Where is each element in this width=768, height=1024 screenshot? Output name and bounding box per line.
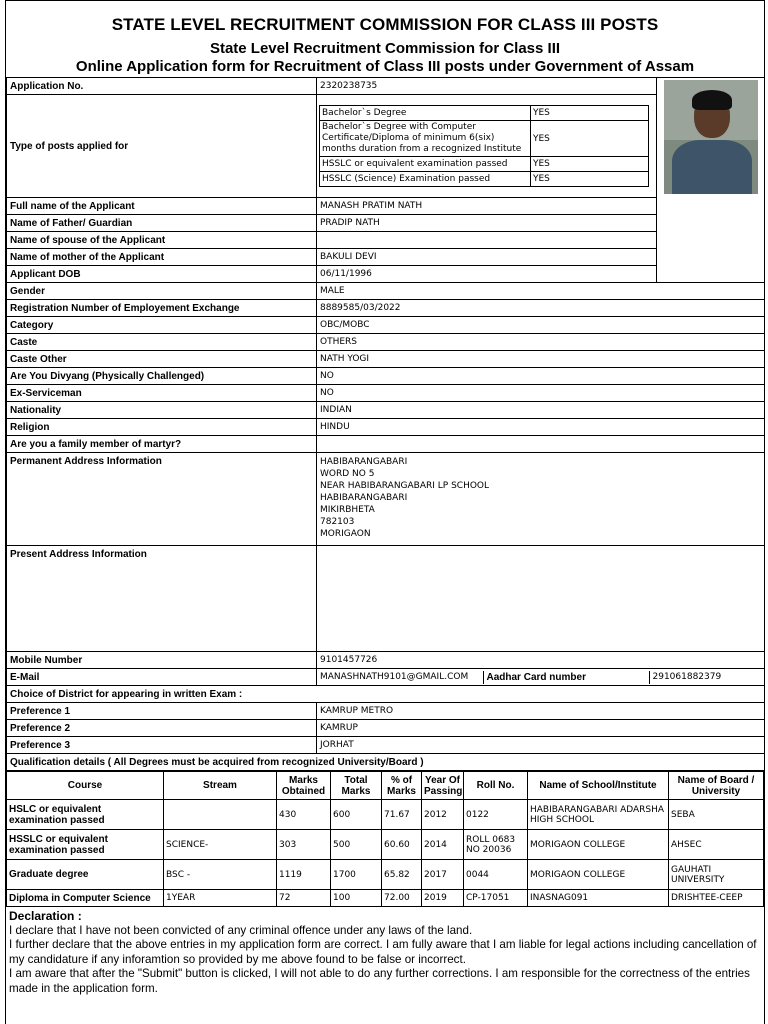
table-cell: BSC -	[164, 860, 277, 890]
post-name: HSSLC (Science) Examination passed	[320, 172, 531, 187]
table-cell: Graduate degree	[7, 860, 164, 890]
field-label: Caste	[7, 334, 317, 351]
field-label: Applicant DOB	[7, 266, 317, 283]
field-value: BAKULI DEVI	[317, 249, 657, 266]
application-no-value: 2320238735	[317, 78, 657, 95]
table-row	[7, 800, 764, 830]
field-label: Caste Other	[7, 351, 317, 368]
form-subtitle-2: Online Application form for Recruitment of Class III posts under Government of Assam	[75, 58, 695, 75]
table-row	[7, 830, 764, 860]
application-form	[5, 0, 765, 1024]
preference-label: Preference 1	[7, 703, 317, 720]
table-cell: 0044	[464, 860, 528, 890]
table-cell: 60.60	[382, 830, 422, 860]
field-label: Registration Number of Employement Exchange	[7, 300, 317, 317]
table-cell: 65.82	[382, 860, 422, 890]
field-label: Religion	[7, 419, 317, 436]
table-row	[7, 860, 764, 890]
table-cell: HSLC or equivalent examination passed	[7, 800, 164, 830]
field-value	[317, 436, 765, 453]
col-header: Roll No.	[464, 772, 528, 800]
table-cell: 600	[331, 800, 382, 830]
col-header: Name of School/Institute	[528, 772, 669, 800]
table-cell: Diploma in Computer Science	[7, 890, 164, 907]
permanent-address-label: Permanent Address Information	[7, 453, 317, 546]
field-value: OTHERS	[317, 334, 765, 351]
email-label: E-Mail	[7, 669, 317, 686]
district-heading: Choice of District for appearing in written Exam :	[7, 686, 765, 703]
form-subtitle: State Level Recruitment Commission for Class III	[209, 40, 561, 57]
declaration-line: I further declare that the above entries in my application form are correct. I am fully aware that I am liable for legal actions including cancellation of my candidature if any inforamtion so provided by me above found to be false or incorrect.	[9, 938, 757, 966]
post-value: YES	[531, 106, 649, 121]
field-label: Full name of the Applicant	[7, 198, 317, 215]
field-value	[317, 232, 657, 249]
applicant-details-table	[6, 77, 765, 771]
field-value: 8889585/03/2022	[317, 300, 765, 317]
field-label: Name of mother of the Applicant	[7, 249, 317, 266]
field-value: NO	[317, 368, 765, 385]
preference-value: KAMRUP METRO	[317, 703, 765, 720]
col-header: Year Of Passing	[422, 772, 464, 800]
table-cell: GAUHATI UNIVERSITY	[669, 860, 764, 890]
field-label: Nationality	[7, 402, 317, 419]
permanent-address-value: HABIBARANGABARI WORD NO 5 NEAR HABIBARANGABARI LP SCHOOL HABIBARANGABARI MIKIRBHETA 782103 MORIGAON	[317, 453, 765, 546]
form-title: STATE LEVEL RECRUITMENT COMMISSION FOR CLASS III POSTS	[111, 15, 659, 34]
table-cell: 0122	[464, 800, 528, 830]
field-label: Ex-Serviceman	[7, 385, 317, 402]
col-header: Marks Obtained	[277, 772, 331, 800]
table-cell: MORIGAON COLLEGE	[528, 860, 669, 890]
field-value: NO	[317, 385, 765, 402]
table-cell: 303	[277, 830, 331, 860]
field-label: Are You Divyang (Physically Challenged)	[7, 368, 317, 385]
photo-cell	[657, 78, 765, 283]
field-value: INDIAN	[317, 402, 765, 419]
post-name: Bachelor`s Degree with Computer Certificate/Diploma of minimum 6(six) months duration from a recognized Institute	[320, 121, 531, 157]
preference-value: JORHAT	[317, 737, 765, 754]
field-label: Name of spouse of the Applicant	[7, 232, 317, 249]
table-cell: AHSEC	[669, 830, 764, 860]
field-label: Are you a family member of martyr?	[7, 436, 317, 453]
table-cell: HSSLC or equivalent examination passed	[7, 830, 164, 860]
qualification-heading: Qualification details ( All Degrees must be acquired from recognized University/Board )	[7, 754, 765, 771]
field-label: Gender	[7, 283, 317, 300]
field-label: Category	[7, 317, 317, 334]
field-value: OBC/MOBC	[317, 317, 765, 334]
applicant-photo	[664, 80, 758, 194]
table-cell: DRISHTEE-CEEP	[669, 890, 764, 907]
aadhar-label: Aadhar Card number	[483, 671, 649, 684]
col-header: Course	[7, 772, 164, 800]
field-value: NATH YOGI	[317, 351, 765, 368]
col-header: Name of Board / University	[669, 772, 764, 800]
aadhar-value: 291061882379	[652, 672, 722, 682]
post-name: Bachelor`s Degree	[320, 106, 531, 121]
preference-label: Preference 3	[7, 737, 317, 754]
table-cell: INASNAG091	[528, 890, 669, 907]
table-cell: 2012	[422, 800, 464, 830]
table-cell: 1700	[331, 860, 382, 890]
table-cell: 430	[277, 800, 331, 830]
email-value: MANASHNATH9101@GMAIL.COM	[317, 671, 483, 684]
table-cell: 2014	[422, 830, 464, 860]
declaration-line: I declare that I have not been convicted of any criminal offence under any laws of the land.	[9, 923, 473, 937]
table-cell: HABIBARANGABARI ADARSHA HIGH SCHOOL	[528, 800, 669, 830]
email-aadhar-row	[317, 671, 764, 684]
post-value: YES	[531, 157, 649, 172]
application-no-label: Application No.	[7, 78, 317, 95]
table-cell: CP-17051	[464, 890, 528, 907]
table-cell: 1119	[277, 860, 331, 890]
post-value: YES	[531, 121, 649, 157]
post-value: YES	[531, 172, 649, 187]
table-cell: 2017	[422, 860, 464, 890]
table-cell: 100	[331, 890, 382, 907]
table-row	[7, 890, 764, 907]
table-cell: SEBA	[669, 800, 764, 830]
declaration	[6, 907, 764, 998]
qualification-table	[6, 771, 764, 907]
preference-label: Preference 2	[7, 720, 317, 737]
table-cell: 500	[331, 830, 382, 860]
form-header	[6, 0, 764, 77]
col-header: Total Marks	[331, 772, 382, 800]
declaration-line: I am aware that after the "Submit" button is clicked, I will not able to do any further corrections. I am responsible for the correctness of the entries made in the application form.	[9, 967, 750, 995]
present-address-value	[317, 546, 765, 652]
col-header: % of Marks	[382, 772, 422, 800]
mobile-label: Mobile Number	[7, 652, 317, 669]
posts-table	[319, 105, 649, 187]
preference-value: KAMRUP	[317, 720, 765, 737]
posts-label: Type of posts applied for	[7, 95, 317, 198]
col-header: Stream	[164, 772, 277, 800]
field-value: MALE	[317, 283, 765, 300]
table-cell: 2019	[422, 890, 464, 907]
table-cell: 72	[277, 890, 331, 907]
table-cell: SCIENCE-	[164, 830, 277, 860]
field-value: PRADIP NATH	[317, 215, 657, 232]
table-cell: 72.00	[382, 890, 422, 907]
post-name: HSSLC or equivalent examination passed	[320, 157, 531, 172]
field-label: Name of Father/ Guardian	[7, 215, 317, 232]
table-cell: 71.67	[382, 800, 422, 830]
present-address-label: Present Address Information	[7, 546, 317, 652]
table-cell: 1YEAR	[164, 890, 277, 907]
declaration-title: Declaration :	[9, 909, 82, 923]
field-value: HINDU	[317, 419, 765, 436]
field-value: 06/11/1996	[317, 266, 657, 283]
table-cell: MORIGAON COLLEGE	[528, 830, 669, 860]
table-cell: ROLL 0683 NO 20036	[464, 830, 528, 860]
field-value: MANASH PRATIM NATH	[317, 198, 657, 215]
table-cell	[164, 800, 277, 830]
mobile-value: 9101457726	[317, 652, 765, 669]
